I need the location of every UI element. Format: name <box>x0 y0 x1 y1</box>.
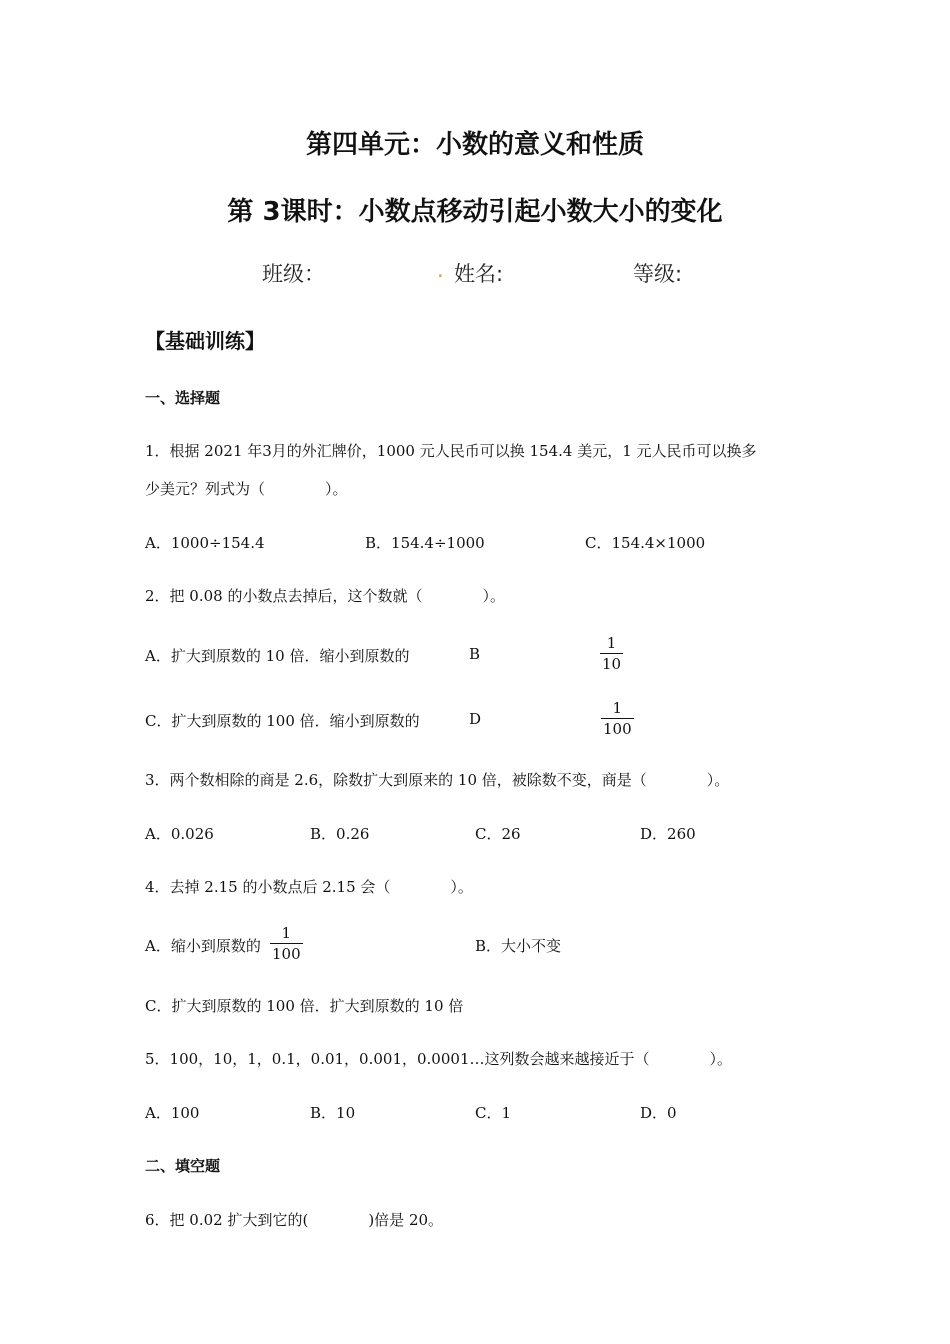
question-5-option-d: D．0 <box>640 1104 677 1122</box>
separator-dot: . <box>437 258 444 282</box>
section-heading: 【基础训练】 <box>145 329 265 353</box>
question-5-option-b: B．10 <box>310 1104 356 1122</box>
fraction-denominator: 10 <box>602 655 622 673</box>
question-3-option-d: D．260 <box>640 825 696 843</box>
question-2-option-b-letter: B <box>469 645 481 663</box>
question-1-line-1: 1．根据 2021 年3月的外汇牌价，1000 元人民币可以换 154.4 美元，1 元人民币可以换多 <box>145 442 757 460</box>
question-5-option-a: A．100 <box>145 1104 200 1122</box>
question-4-text: 4．去掉 2.15 的小数点后 2.15 会（ ）。 <box>145 878 473 896</box>
question-3-option-c: C．26 <box>475 825 521 843</box>
question-1-option-b: B．154.4÷1000 <box>365 534 485 552</box>
fraction-denominator: 100 <box>603 720 632 738</box>
question-2-option-c: C．扩大到原数的 100 倍．缩小到原数的 <box>145 712 420 730</box>
question-3-option-b: B．0.26 <box>310 825 370 843</box>
fraction-denominator: 100 <box>272 945 301 963</box>
question-1-option-a: A．1000÷154.4 <box>145 534 265 552</box>
question-4-option-a: A．缩小到原数的 <box>145 937 261 955</box>
question-6-text: 6．把 0.02 扩大到它的( )倍是 20。 <box>145 1211 444 1229</box>
question-4-option-c: C．扩大到原数的 100 倍．扩大到原数的 10 倍 <box>145 997 464 1015</box>
class-label: 班级： <box>262 262 325 286</box>
question-2-option-d-letter: D <box>469 710 482 728</box>
fraction-bar <box>600 653 623 654</box>
fraction-numerator: 1 <box>606 634 617 652</box>
part-heading-choice: 一、选择题 <box>145 389 221 407</box>
question-3-option-a: A．0.026 <box>145 825 214 843</box>
question-2-text: 2．把 0.08 的小数点去掉后，这个数就（ ）。 <box>145 587 505 605</box>
fraction-bar <box>270 943 303 944</box>
part-heading-fill: 二、填空题 <box>145 1157 221 1175</box>
fraction-numerator: 1 <box>281 924 292 942</box>
fraction-bar <box>601 718 634 719</box>
question-3-text: 3．两个数相除的商是 2.6，除数扩大到原来的 10 倍，被除数不变，商是（ ）。 <box>145 771 730 789</box>
fraction-numerator: 1 <box>612 699 623 717</box>
question-1-line-2: 少美元？列式为（ ）。 <box>145 480 348 498</box>
page-title: 第四单元：小数的意义和性质 <box>305 130 644 160</box>
fraction-one-hundredth <box>601 699 634 738</box>
page-subtitle: 第 3课时：小数点移动引起小数大小的变化 <box>227 197 723 227</box>
question-1-option-c: C．154.4×1000 <box>585 534 706 552</box>
fraction-one-tenth <box>600 634 623 673</box>
question-5-text: 5．100，10，1，0.1，0.01，0.001，0.0001…这列数会越来越接近于（ ）。 <box>145 1050 732 1068</box>
fraction-one-hundredth-q4 <box>270 924 303 963</box>
grade-label: 等级: <box>633 262 683 286</box>
name-label: 姓名: <box>454 262 504 286</box>
question-2-option-a: A．扩大到原数的 10 倍．缩小到原数的 <box>145 647 410 665</box>
question-5-option-c: C．1 <box>475 1104 512 1122</box>
question-4-option-b: B．大小不变 <box>475 937 562 955</box>
